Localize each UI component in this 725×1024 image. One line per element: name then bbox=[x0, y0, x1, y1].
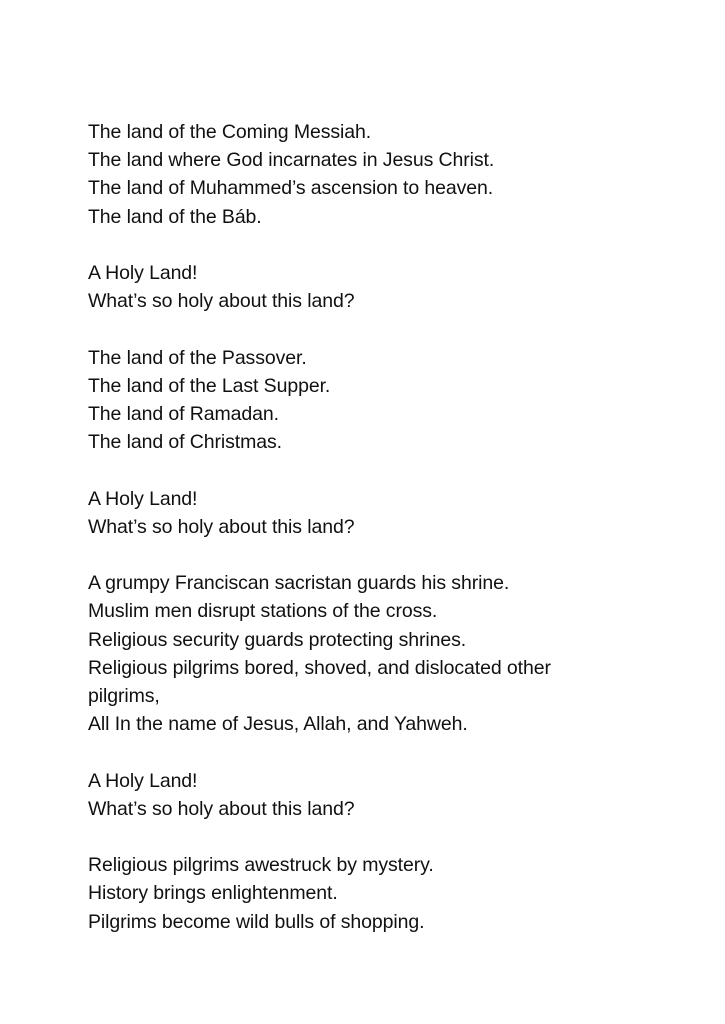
poem-line: What’s so holy about this land? bbox=[88, 515, 355, 538]
stanza bbox=[88, 118, 648, 231]
poem-line: What’s so holy about this land? bbox=[88, 797, 355, 820]
stanza bbox=[88, 344, 648, 457]
poem-line: A Holy Land! bbox=[88, 262, 198, 284]
poem-line: What’s so holy about this land? bbox=[88, 290, 355, 313]
poem-line: The land of the Passover. bbox=[88, 346, 307, 369]
poem-text bbox=[88, 118, 648, 964]
poem-line: The land of Muhammed’s ascension to heaven. bbox=[88, 177, 494, 200]
poem-line: A Holy Land! bbox=[88, 487, 198, 510]
stanza bbox=[88, 569, 648, 738]
poem-line: The land of the Báb. bbox=[88, 205, 262, 228]
poem-line: The land of Christmas. bbox=[88, 431, 282, 454]
poem-line: Religious security guards protecting shrines. bbox=[88, 628, 467, 651]
poem-line: The land where God incarnates in Jesus Christ. bbox=[88, 149, 495, 172]
poem-line: The land of Ramadan. bbox=[88, 403, 279, 425]
poem-line: Religious pilgrims bored, shoved, and dislocated other bbox=[88, 656, 551, 679]
refrain-stanza bbox=[88, 259, 648, 315]
stanza bbox=[88, 851, 648, 936]
poem-line: Religious pilgrims awestruck by mystery. bbox=[88, 854, 434, 877]
poem-line: pilgrims, bbox=[88, 685, 160, 707]
poem-line: All In the name of Jesus, Allah, and Yahweh. bbox=[88, 713, 468, 736]
poem-line: The land of the Coming Messiah. bbox=[88, 121, 372, 143]
refrain-stanza bbox=[88, 767, 648, 823]
poem-line: History brings enlightenment. bbox=[88, 882, 338, 905]
poem-line: A Holy Land! bbox=[88, 769, 198, 792]
poem-line: A grumpy Franciscan sacristan guards his shrine. bbox=[88, 572, 510, 595]
poem-line: The land of the Last Supper. bbox=[88, 374, 331, 397]
poem-line: Pilgrims become wild bulls of shopping. bbox=[88, 910, 425, 933]
refrain-stanza bbox=[88, 485, 648, 541]
poem-line: Muslim men disrupt stations of the cross. bbox=[88, 600, 438, 623]
